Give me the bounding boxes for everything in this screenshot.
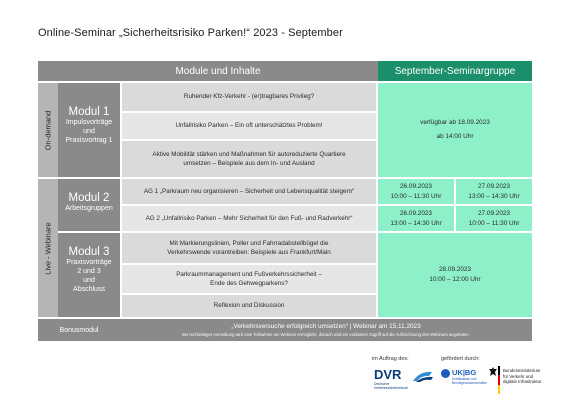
modul1-item-2-text: Unfallrisiko Parken – Ein oft unterschätztes Problem! <box>175 122 323 130</box>
page-title: Online-Seminar „Sicherheitsrisiko Parken!“ 2023 - September <box>38 27 343 39</box>
ukbg-logo <box>441 367 488 393</box>
ukbg-logo-sub <box>452 378 487 386</box>
modul1-sub-2: Praxisvortrag 1 <box>65 136 113 144</box>
modul2-item-ag2 <box>122 206 376 231</box>
modul3-sub-1: 2 und 3 <box>77 268 101 276</box>
dvr-logo-sub-2: Verkehrssicherheitsrat <box>374 386 408 391</box>
modul3-item-1-line1: Mit Markierungslinien, Poller und Fahrradabstellbügel die <box>169 239 329 247</box>
modul1-item-1-text: Ruhender Kfz-Verkehr - (er)tragbares Privileg? <box>183 93 315 101</box>
header-module: Module und Inhalte <box>58 61 378 81</box>
dvr-swoosh-icon <box>412 369 434 383</box>
modul3-sub-3: Abschluss <box>73 285 105 293</box>
modul2-sub-0: Arbeitsgruppen <box>65 205 113 213</box>
modul3-item-3 <box>122 295 376 317</box>
footer-funded: gefördert durch: <box>441 356 480 362</box>
dvr-logo <box>374 367 436 393</box>
modul1-item-3-line1: Aktive Mobilität stärken und Maßnahmen für autoreduzierte Quartiere <box>152 150 346 158</box>
section-live <box>38 179 58 317</box>
eagle-icon <box>489 367 497 377</box>
dvr-logo-sub-1: Deutscher <box>374 382 390 386</box>
ukbg-logo-text: UK|BG <box>452 368 477 377</box>
footer-commissioned: im Auftrag des: <box>372 356 409 362</box>
modul1-availability-date: verfügbar ab 18.09.2023 <box>420 119 490 127</box>
ukbg-logo-sub-1: Unfallkassen und <box>452 377 477 381</box>
modul2-date-ag2-b-date: 27.09.2023 <box>478 209 510 217</box>
modul3-title: Modul 3 <box>68 246 110 258</box>
modul3-time-value: 10:00 – 12:00 Uhr <box>429 276 481 283</box>
modul2-title: Modul 2 <box>68 192 110 204</box>
modul2-date-ag2-a <box>378 206 454 231</box>
modul1-item-3-line2: umsetzen – Beispiele aus dem In- und Ausland <box>183 160 315 167</box>
modul3-item-2-line1: Parkraummanagement und Fußverkehrssicherheit – <box>176 270 322 278</box>
modul1-sub-1: und <box>83 128 95 136</box>
modul3-box <box>58 233 120 317</box>
dvr-logo-text: DVR <box>374 367 402 382</box>
modul2-item-ag2-text: AG 2 „Unfallrisiko Parken – Mehr Sicherheit für den Fuß- und Radverkehr“ <box>145 214 353 222</box>
bmdv-logo-text <box>503 368 542 385</box>
modul1-item-1 <box>122 83 376 111</box>
modul3-sub-2: und <box>83 276 95 284</box>
modul2-box <box>58 179 120 231</box>
modul1-item-2 <box>122 113 376 139</box>
table-corner <box>38 61 58 81</box>
modul2-date-ag2-b-time: 10:00 – 11:30 Uhr <box>468 219 520 227</box>
bmdv-line-2: für Verkehr und <box>503 373 534 379</box>
modul3-item-3-text: Reflexion und Diskussion <box>213 302 285 310</box>
modul2-date-ag1-a-time: 10:00 – 11:30 Uhr <box>390 192 442 200</box>
modul2-date-ag2-a-time: 13:00 – 14:30 Uhr <box>390 219 442 227</box>
modul3-item-2-line2: Ende des Gehwegparkens? <box>210 280 288 287</box>
modul1-availability <box>378 83 532 177</box>
bonus-note: Bei rechtzeitiger Anmeldung wird eine Teilnahme am Webinar ermöglicht, danach wird ein exklusiver Zugriff auf die Aufzeichnung des Webinars angeboten. <box>182 332 470 337</box>
modul1-box <box>58 83 120 177</box>
modul2-date-ag2-a-date: 26.09.2023 <box>400 209 432 217</box>
german-flag-icon <box>498 366 500 394</box>
modul2-date-ag1-b-time: 13:00 – 14:30 Uhr <box>468 192 520 200</box>
modul3-date <box>378 233 532 317</box>
bonus-label: Bonusmodul <box>38 319 120 341</box>
modul1-item-3 <box>122 141 376 177</box>
modul2-date-ag1-b <box>456 179 532 204</box>
bmdv-line-1: Bundesministerium <box>503 368 541 373</box>
dvr-logo-sub <box>374 382 408 390</box>
section-ondemand <box>38 83 58 177</box>
modul3-sub-0: Praxisvorträge <box>66 259 112 267</box>
bonus-module <box>120 319 532 341</box>
modul1-sub-0: Impulsvorträge <box>65 119 113 127</box>
modul2-item-ag1 <box>122 179 376 204</box>
modul2-date-ag1-a-date: 26.09.2023 <box>400 182 432 190</box>
ukbg-logo-sub-2: Berufsgenossenschaften <box>452 380 488 385</box>
modul3-item-1 <box>122 233 376 263</box>
section-ondemand-label: On-demand <box>43 110 53 150</box>
modul3-item-2 <box>122 265 376 293</box>
modul2-date-ag2-b <box>456 206 532 231</box>
bmdv-logo <box>489 366 551 396</box>
modul1-availability-time: ab 14:00 Uhr <box>436 133 474 140</box>
section-live-label: Live - Webinare <box>43 221 53 275</box>
bonus-title: „Verkehrsversuche erfolgreich umsetzen“ | Webinar am 15.11.2023 <box>231 323 421 330</box>
modul3-date-value: 28.09.2023 <box>439 266 471 274</box>
ukbg-circle-icon <box>441 369 450 378</box>
modul2-item-ag1-text: AG 1 „Parkraum neu organisieren – Sicherheit und Lebensqualität steigern“ <box>143 187 355 195</box>
modul2-date-ag1-b-date: 27.09.2023 <box>478 182 510 190</box>
modul1-title: Modul 1 <box>68 106 110 118</box>
bmdv-line-3: digitale Infrastruktur <box>503 379 542 385</box>
modul2-date-ag1-a <box>378 179 454 204</box>
modul3-item-1-line2: Verkehrswende vorantreiben: Beispiele aus Frankfurt/Main <box>167 249 331 256</box>
header-september: September-Seminargruppe <box>378 61 532 81</box>
